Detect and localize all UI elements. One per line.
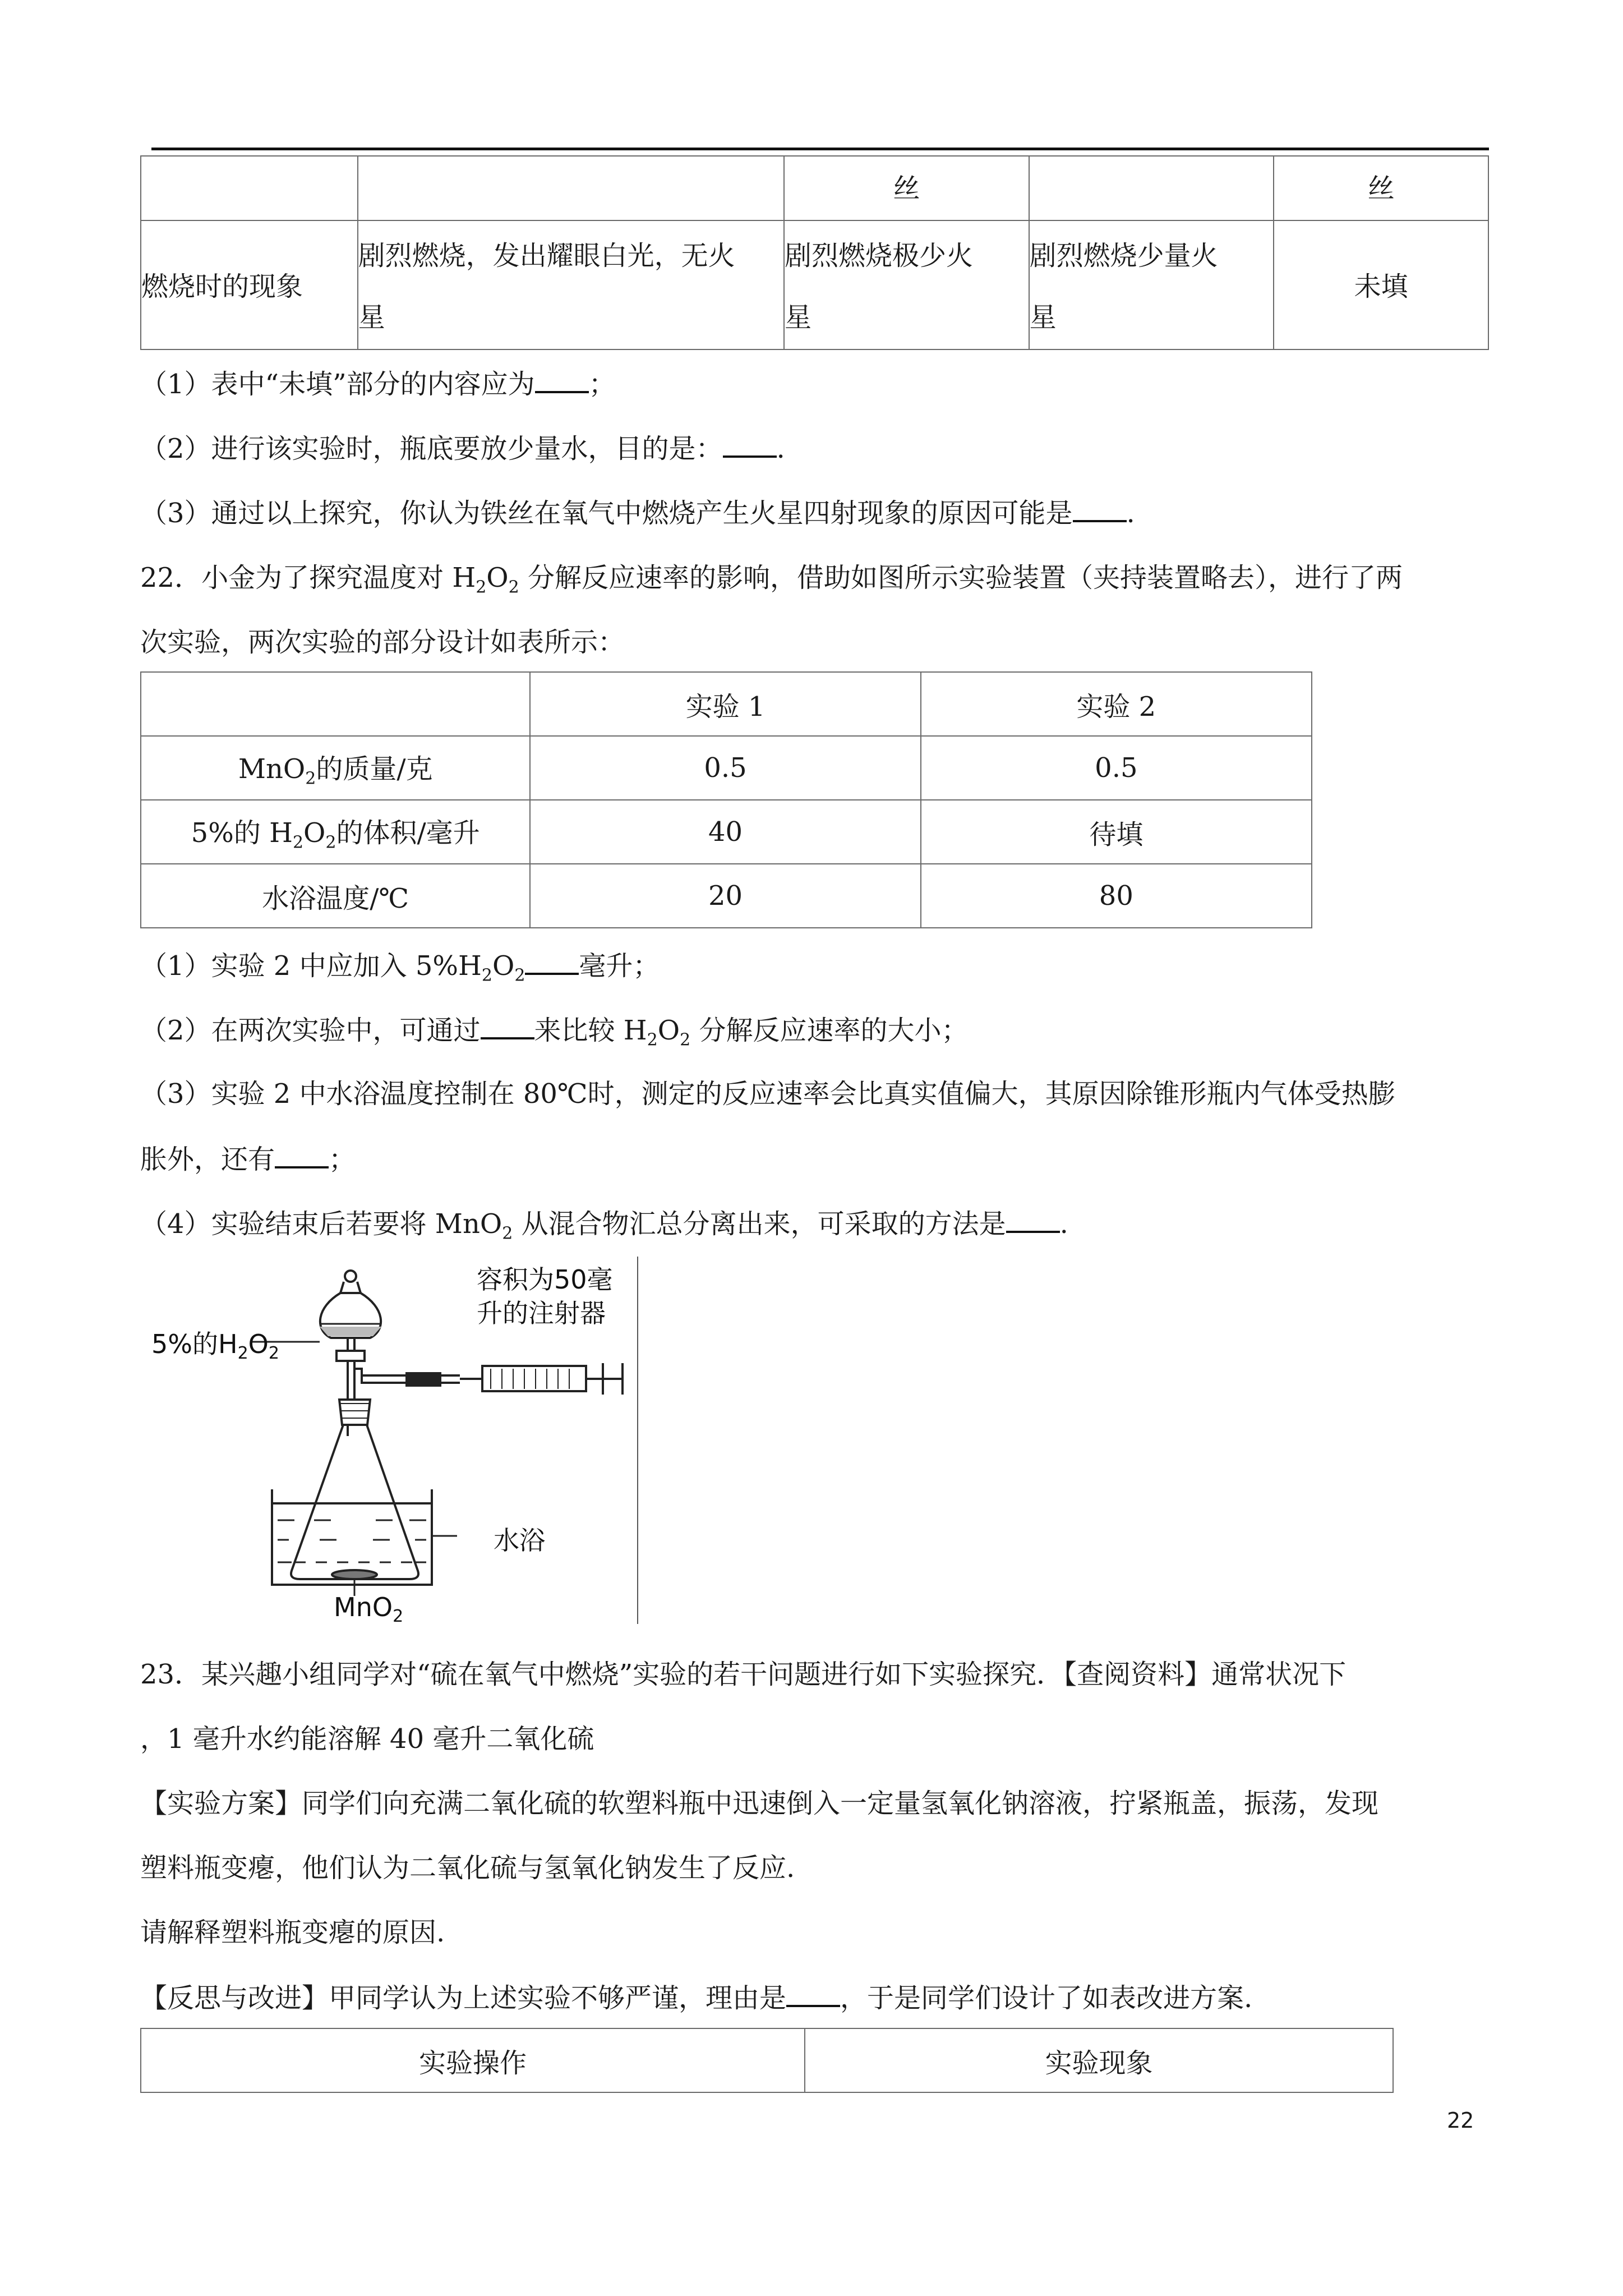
iron-wire-table	[140, 155, 1489, 350]
table-cell: 5%的 $H_2O_2$的体积/毫升	[141, 800, 530, 864]
mno2-powder	[332, 1570, 377, 1579]
table-row	[141, 736, 1312, 800]
table-cell: 水浴温度/℃	[141, 864, 530, 928]
table-cell: 0.5	[921, 736, 1312, 800]
conical-flask-icon	[291, 1425, 418, 1579]
label-syringe-line1: 容积为50毫	[477, 1264, 613, 1295]
answer-blank	[481, 1015, 534, 1039]
experiment-table	[140, 671, 1312, 928]
table-row	[141, 800, 1312, 864]
table-cell	[141, 672, 530, 736]
table-cell: 燃烧时的现象	[141, 220, 358, 349]
stopcock-icon	[336, 1351, 365, 1361]
table-cell	[358, 156, 784, 220]
table-cell	[784, 220, 1029, 349]
cell-line: 剧烈燃烧极少火	[785, 240, 974, 272]
label-mno2: MnO$_2$	[334, 1592, 404, 1627]
page-number: 22	[1447, 2108, 1474, 2133]
table-cell: 未填	[1274, 220, 1488, 349]
q21-sub2: （2）进行该实验时，瓶底要放少量水，目的是： .	[140, 433, 785, 464]
q22-sub3-line2: 胀外，还有 ；	[140, 1144, 356, 1175]
table-cell: 实验 2	[921, 672, 1312, 736]
answer-blank	[786, 1982, 840, 2007]
cell-line: 星	[785, 301, 812, 333]
table-cell: 实验操作	[141, 2028, 805, 2092]
table-cell	[1029, 156, 1274, 220]
table-cell: 80	[921, 864, 1312, 928]
q22-sub1: （1）实验 2 中应加入 $5\%H_2O_2$ 毫升；	[140, 950, 660, 986]
table-cell: 实验现象	[805, 2028, 1393, 2092]
q21-sub3: （3）通过以上探究，你认为铁丝在氧气中燃烧产生火星四射现象的原因可能是 .	[140, 498, 1135, 529]
table-cell: 丝	[784, 156, 1029, 220]
header-rule	[151, 148, 1489, 150]
table-row	[141, 864, 1312, 928]
table-cell: 丝	[1274, 156, 1488, 220]
table-cell: 待填	[921, 800, 1312, 864]
q23-plan-line2: 塑料瓶变瘪，他们认为二氧化硫与氢氧化钠发生了反应.	[140, 1852, 795, 1884]
table-row	[141, 156, 1488, 220]
answer-blank	[723, 433, 777, 458]
q23-plan-line1: 【实验方案】同学们向充满二氧化硫的软塑料瓶中迅速倒入一定量氢氧化钠溶液，拧紧瓶盖，振荡，发现	[140, 1788, 1379, 1819]
cell-line: 剧烈燃烧，发出耀眼白光，无火	[358, 240, 735, 272]
table-cell: 0.5	[530, 736, 920, 800]
q23-explain: 请解释塑料瓶变瘪的原因.	[140, 1917, 445, 1948]
tube-connector	[407, 1373, 440, 1386]
q22-sub4: （4）实验结束后若要将 MnO$_2$ 从混合物汇总分离出来，可采取的方法是 .	[140, 1208, 1068, 1244]
answer-blank	[525, 950, 579, 975]
table-cell	[141, 156, 358, 220]
table-cell	[358, 220, 784, 349]
table-cell	[1029, 220, 1274, 349]
q21-sub1: （1）表中“未填”部分的内容应为 ；	[140, 369, 616, 400]
label-syringe-line2: 升的注射器	[477, 1298, 606, 1328]
q23-reflect: 【反思与改进】甲同学认为上述实验不够严谨，理由是 ，于是同学们设计了如表改进方案.	[140, 1982, 1253, 2014]
syringe-icon	[482, 1366, 586, 1391]
table-row	[141, 220, 1488, 349]
label-h2o2: 5%的$H_2O_2$	[151, 1329, 279, 1364]
table-row	[141, 672, 1312, 736]
q22-intro-line2: 次实验，两次实验的部分设计如表所示：	[140, 627, 625, 658]
label-water-bath: 水浴	[494, 1525, 545, 1556]
q22-sub2: （2）在两次实验中，可通过 来比较 $H_2O_2$ 分解反应速率的大小；	[140, 1015, 969, 1050]
q23-intro-line1: 23．某兴趣小组同学对“硫在氧气中燃烧”实验的若干问题进行如下实验探究．【查阅资料】通常状况下	[140, 1659, 1347, 1690]
table-cell: 20	[530, 864, 920, 928]
improvement-table	[140, 2028, 1394, 2093]
cell-line: 星	[358, 301, 385, 333]
cell-line: 星	[1029, 301, 1057, 333]
table-row	[141, 2028, 1393, 2092]
answer-blank	[275, 1144, 329, 1168]
cell-line: 剧烈燃烧少量火	[1029, 240, 1218, 272]
q23-intro-line2: ，1 毫升水约能溶解 40 毫升二氧化硫	[140, 1723, 594, 1755]
table-cell: 实验 1	[530, 672, 920, 736]
q22-intro-line1: 22．小金为了探究温度对 $H_2O_2$ 分解反应速率的影响，借助如图所示实验装置（夹持装置略去），进行了两	[140, 562, 1403, 597]
apparatus-figure	[151, 1257, 638, 1627]
stopper-icon	[345, 1271, 356, 1282]
table-cell: 40	[530, 800, 920, 864]
q22-sub3-line1: （3）实验 2 中水浴温度控制在 80℃时，测定的反应速率会比真实值偏大，其原因除锥形瓶内气体受热膨	[140, 1078, 1395, 1110]
answer-blank	[1073, 498, 1127, 522]
answer-blank	[1006, 1208, 1060, 1233]
table-cell: MnO$_2$的质量/克	[141, 736, 530, 800]
answer-blank	[535, 369, 589, 393]
